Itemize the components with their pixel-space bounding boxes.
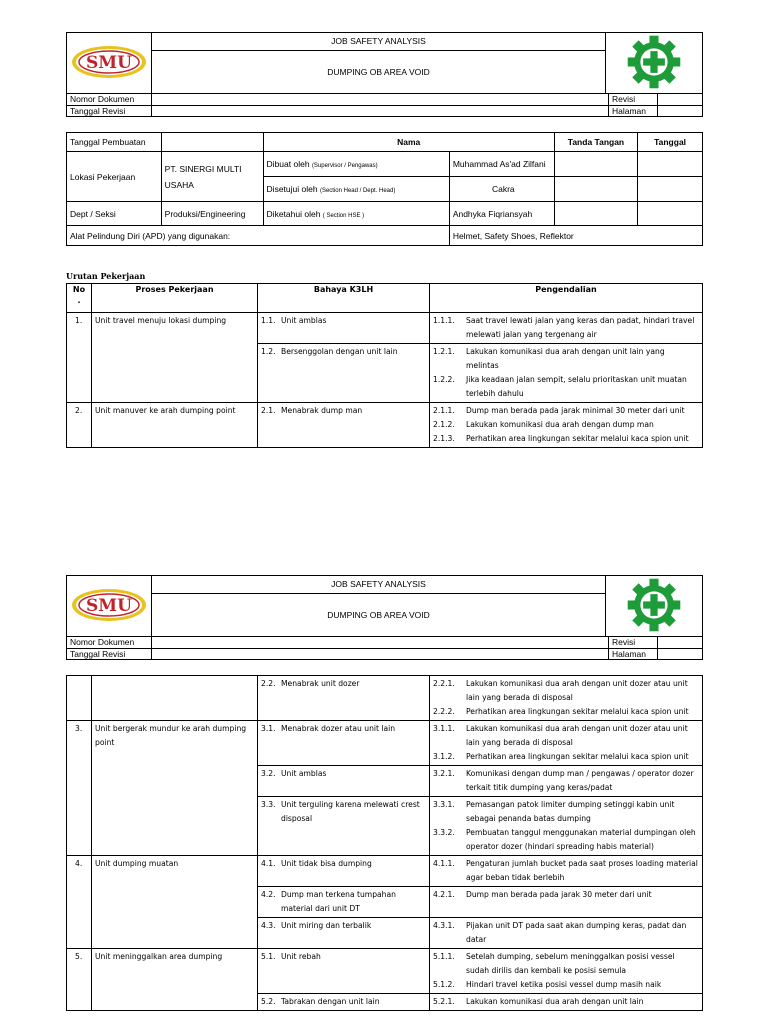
control-item bbox=[433, 705, 699, 719]
hazard-number: 4.1. bbox=[261, 859, 276, 868]
control-number: 4.1.1. bbox=[433, 859, 455, 868]
svg-text:SMU: SMU bbox=[86, 53, 132, 73]
col-no-header: No . bbox=[67, 284, 92, 313]
step-number: 1. bbox=[67, 313, 92, 403]
company-logo bbox=[67, 33, 152, 94]
control-number: 2.1.1. bbox=[433, 406, 455, 415]
control-number: 3.3.2. bbox=[433, 828, 455, 837]
document-title: JOB SAFETY ANALYSIS bbox=[152, 33, 606, 51]
hazard-text: Tabrakan dengan unit lain bbox=[281, 997, 380, 1006]
doc-number-label: Nomor Dokumen bbox=[67, 637, 152, 649]
step-process bbox=[92, 676, 258, 721]
page-label: Halaman bbox=[609, 105, 658, 117]
control-item bbox=[433, 432, 699, 446]
section-title: Urutan Pekerjaan bbox=[66, 271, 146, 281]
hazard-text: Menabrak dump man bbox=[281, 406, 363, 415]
hazard-cell bbox=[258, 766, 430, 797]
hazard-text: Bersenggolan dengan unit lain bbox=[281, 347, 398, 356]
page2-header bbox=[0, 575, 768, 660]
table-row bbox=[67, 403, 703, 448]
control-text: Pembuatan tanggul menggunakan material dumpingan oleh operator dozer (hindari spreading habis material) bbox=[466, 828, 696, 851]
page-value bbox=[658, 648, 703, 660]
apd-label: Alat Pelindung Diri (APD) yang digunakan: bbox=[67, 226, 450, 246]
control-item bbox=[433, 978, 699, 992]
rev-date-value bbox=[152, 648, 609, 660]
control-item bbox=[433, 750, 699, 764]
page1-header bbox=[0, 32, 768, 117]
rev-date-label: Tanggal Revisi bbox=[67, 648, 152, 660]
hazard-number: 2.2. bbox=[261, 679, 276, 688]
green-gear-cross-icon bbox=[622, 576, 686, 634]
dibuat-label: Dibuat oleh (Supervisor / Pengawas) bbox=[263, 152, 449, 177]
control-text: Lakukan komunikasi dua arah dengan unit lain yang melintas bbox=[466, 347, 665, 370]
disetujui-label: Disetujui oleh (Section Head / Dept. Head) bbox=[263, 177, 449, 202]
control-item bbox=[433, 677, 699, 705]
document-header bbox=[66, 575, 703, 637]
control-text: Komunikasi dengan dump man / pengawas / operator dozer terkait titik dumping yang keras/padat bbox=[466, 769, 694, 792]
hazard-cell bbox=[258, 994, 430, 1011]
col-proses-header: Proses Pekerjaan bbox=[92, 284, 258, 313]
table-row bbox=[67, 721, 703, 766]
control-number: 1.1.1. bbox=[433, 316, 455, 325]
table-row bbox=[67, 313, 703, 344]
document-subtitle: DUMPING OB AREA VOID bbox=[152, 50, 606, 93]
control-cell bbox=[430, 721, 703, 766]
control-number: 4.3.1. bbox=[433, 921, 455, 930]
control-number: 5.2.1. bbox=[433, 997, 455, 1006]
control-number: 1.2.2. bbox=[433, 375, 455, 384]
safety-logo bbox=[606, 33, 703, 94]
page-label: Halaman bbox=[609, 648, 658, 660]
control-text: Perhatikan area lingkungan sekitar melalui kaca spion unit bbox=[466, 434, 689, 443]
document-header bbox=[66, 32, 703, 94]
control-text: Dump man berada pada jarak minimal 30 meter dari unit bbox=[466, 406, 685, 415]
step-number: 5. bbox=[67, 949, 92, 1011]
page-value bbox=[658, 105, 703, 117]
nama-header: Nama bbox=[263, 133, 554, 152]
hazard-cell bbox=[258, 918, 430, 949]
control-text: Lakukan komunikasi dua arah dengan unit lain bbox=[466, 997, 644, 1006]
control-number: 2.1.2. bbox=[433, 420, 455, 429]
control-text: Pijakan unit DT pada saat akan dumping keras, padat dan datar bbox=[466, 921, 687, 944]
disetujui-name: Cakra bbox=[449, 177, 554, 202]
hazard-number: 3.3. bbox=[261, 800, 276, 809]
control-number: 2.1.3. bbox=[433, 434, 455, 443]
control-item bbox=[433, 345, 699, 373]
dibuat-name: Muhammad As'ad Zilfani bbox=[449, 152, 554, 177]
hazard-cell bbox=[258, 344, 430, 403]
company-logo bbox=[67, 576, 152, 637]
hazard-number: 4.2. bbox=[261, 890, 276, 899]
rev-date-value bbox=[152, 105, 609, 117]
step-number bbox=[67, 676, 92, 721]
hazard-text: Unit terguling karena melewati crest disposal bbox=[281, 800, 420, 823]
control-item bbox=[433, 950, 699, 978]
hazard-cell bbox=[258, 856, 430, 887]
step-process: Unit dumping muatan bbox=[92, 856, 258, 949]
control-cell bbox=[430, 403, 703, 448]
control-text: Setelah dumping, sebelum meninggalkan posisi vessel sudah dirilis dan kembali ke posisi semula bbox=[466, 952, 675, 975]
diketahui-label: Diketahui oleh ( Section HSE ) bbox=[263, 202, 449, 226]
step-process: Unit bergerak mundur ke arah dumping point bbox=[92, 721, 258, 856]
hazard-text: Unit amblas bbox=[281, 316, 327, 325]
doc-number-value bbox=[152, 94, 609, 106]
safety-logo bbox=[606, 576, 703, 637]
document-meta bbox=[66, 636, 703, 660]
control-cell bbox=[430, 313, 703, 344]
doc-number-value bbox=[152, 637, 609, 649]
control-item bbox=[433, 919, 699, 947]
smu-logo-icon bbox=[69, 42, 149, 82]
control-item bbox=[433, 404, 699, 418]
control-item bbox=[433, 767, 699, 795]
document-title: JOB SAFETY ANALYSIS bbox=[152, 576, 606, 594]
hazard-number: 5.1. bbox=[261, 952, 276, 961]
control-number: 3.2.1. bbox=[433, 769, 455, 778]
control-number: 2.2.1. bbox=[433, 679, 455, 688]
jsa-table-page1 bbox=[66, 283, 703, 448]
smu-logo-icon bbox=[69, 585, 149, 625]
dept-label: Dept / Seksi bbox=[67, 202, 162, 226]
hazard-text: Unit tidak bisa dumping bbox=[281, 859, 372, 868]
svg-text:SMU: SMU bbox=[86, 596, 132, 616]
control-item bbox=[433, 418, 699, 432]
green-gear-cross-icon bbox=[622, 33, 686, 91]
control-item bbox=[433, 314, 699, 342]
control-cell bbox=[430, 887, 703, 918]
hazard-text: Unit amblas bbox=[281, 769, 327, 778]
control-text: Hindari travel ketika posisi vessel dump masih naik bbox=[466, 980, 662, 989]
control-item bbox=[433, 373, 699, 401]
hazard-number: 2.1. bbox=[261, 406, 276, 415]
hazard-number: 4.3. bbox=[261, 921, 276, 930]
control-item bbox=[433, 888, 699, 902]
step-number: 4. bbox=[67, 856, 92, 949]
document-meta bbox=[66, 93, 703, 117]
hazard-cell bbox=[258, 313, 430, 344]
tanda-tangan-header: Tanda Tangan bbox=[554, 133, 637, 152]
control-text: Perhatikan area lingkungan sekitar melalui kaca spion unit bbox=[466, 752, 689, 761]
control-cell bbox=[430, 766, 703, 797]
dept-value: Produksi/Engineering bbox=[161, 202, 263, 226]
col-bahaya-header: Bahaya K3LH bbox=[258, 284, 430, 313]
step-process: Unit manuver ke arah dumping point bbox=[92, 403, 258, 448]
control-text: Jika keadaan jalan sempit, selalu prioritaskan unit muatan terlebih dahulu bbox=[466, 375, 687, 398]
control-item bbox=[433, 722, 699, 750]
hazard-number: 3.2. bbox=[261, 769, 276, 778]
control-text: Lakukan komunikasi dua arah dengan unit dozer atau unit lain yang berada di disposal bbox=[466, 724, 688, 747]
tanggal-header: Tanggal bbox=[638, 133, 703, 152]
control-item bbox=[433, 857, 699, 885]
document-subtitle: DUMPING OB AREA VOID bbox=[152, 593, 606, 636]
col-pengendalian-header: Pengendalian bbox=[430, 284, 703, 313]
revision-value bbox=[658, 637, 703, 649]
control-number: 3.1.1. bbox=[433, 724, 455, 733]
control-cell bbox=[430, 949, 703, 994]
control-text: Pemasangan patok limiter dumping setinggi kabin unit sebagai penanda batas dumping bbox=[466, 800, 675, 823]
control-cell bbox=[430, 856, 703, 887]
table-row bbox=[67, 856, 703, 887]
rev-date-label: Tanggal Revisi bbox=[67, 105, 152, 117]
tanggal-pembuatan-label: Tanggal Pembuatan bbox=[67, 133, 162, 152]
control-text: Pengaturan jumlah bucket pada saat proses loading material agar beban tidak berlebih bbox=[466, 859, 698, 882]
step-process: Unit meninggalkan area dumping bbox=[92, 949, 258, 1011]
hazard-text: Dump man terkena tumpahan material dari unit DT bbox=[281, 890, 396, 913]
lokasi-value: PT. SINERGI MULTI USAHA bbox=[161, 152, 263, 202]
table-row bbox=[67, 949, 703, 994]
revision-label: Revisi bbox=[609, 637, 658, 649]
step-number: 3. bbox=[67, 721, 92, 856]
control-text: Lakukan komunikasi dua arah dengan dump man bbox=[466, 420, 654, 429]
info-table bbox=[66, 132, 703, 246]
hazard-text: Unit miring dan terbalik bbox=[281, 921, 372, 930]
jsa-table-page2 bbox=[66, 675, 703, 1011]
hazard-number: 5.2. bbox=[261, 997, 276, 1006]
hazard-text: Unit rebah bbox=[281, 952, 321, 961]
hazard-cell bbox=[258, 949, 430, 994]
control-item bbox=[433, 798, 699, 826]
control-cell bbox=[430, 676, 703, 721]
control-cell bbox=[430, 797, 703, 856]
hazard-cell bbox=[258, 676, 430, 721]
diketahui-name: Andhyka Fiqriansyah bbox=[449, 202, 554, 226]
control-text: Lakukan komunikasi dua arah dengan unit dozer atau unit lain yang berada di disposal bbox=[466, 679, 688, 702]
apd-value: Helmet, Safety Shoes, Reflektor bbox=[449, 226, 702, 246]
control-number: 5.1.2. bbox=[433, 980, 455, 989]
step-process: Unit travel menuju lokasi dumping bbox=[92, 313, 258, 403]
control-number: 3.1.2. bbox=[433, 752, 455, 761]
step-number: 2. bbox=[67, 403, 92, 448]
control-number: 1.2.1. bbox=[433, 347, 455, 356]
hazard-cell bbox=[258, 721, 430, 766]
hazard-cell bbox=[258, 797, 430, 856]
control-cell bbox=[430, 918, 703, 949]
control-text: Dump man berada pada jarak 30 meter dari unit bbox=[466, 890, 652, 899]
control-cell bbox=[430, 344, 703, 403]
hazard-text: Menabrak unit dozer bbox=[281, 679, 360, 688]
hazard-cell bbox=[258, 887, 430, 918]
control-item bbox=[433, 826, 699, 854]
control-number: 2.2.2. bbox=[433, 707, 455, 716]
control-text: Perhatikan area lingkungan sekitar melalui kaca spion unit bbox=[466, 707, 689, 716]
control-number: 3.3.1. bbox=[433, 800, 455, 809]
hazard-cell bbox=[258, 403, 430, 448]
control-number: 4.2.1. bbox=[433, 890, 455, 899]
control-item bbox=[433, 995, 699, 1009]
hazard-number: 3.1. bbox=[261, 724, 276, 733]
control-cell bbox=[430, 994, 703, 1011]
control-text: Saat travel lewati jalan yang keras dan padat, hindari travel melewati jalan yang tergenang air bbox=[466, 316, 695, 339]
hazard-number: 1.2. bbox=[261, 347, 276, 356]
lokasi-label: Lokasi Pekerjaan bbox=[67, 152, 162, 202]
doc-number-label: Nomor Dokumen bbox=[67, 94, 152, 106]
table-row bbox=[67, 676, 703, 721]
hazard-text: Menabrak dozer atau unit lain bbox=[281, 724, 396, 733]
hazard-number: 1.1. bbox=[261, 316, 276, 325]
revision-value bbox=[658, 94, 703, 106]
revision-label: Revisi bbox=[609, 94, 658, 106]
control-number: 5.1.1. bbox=[433, 952, 455, 961]
